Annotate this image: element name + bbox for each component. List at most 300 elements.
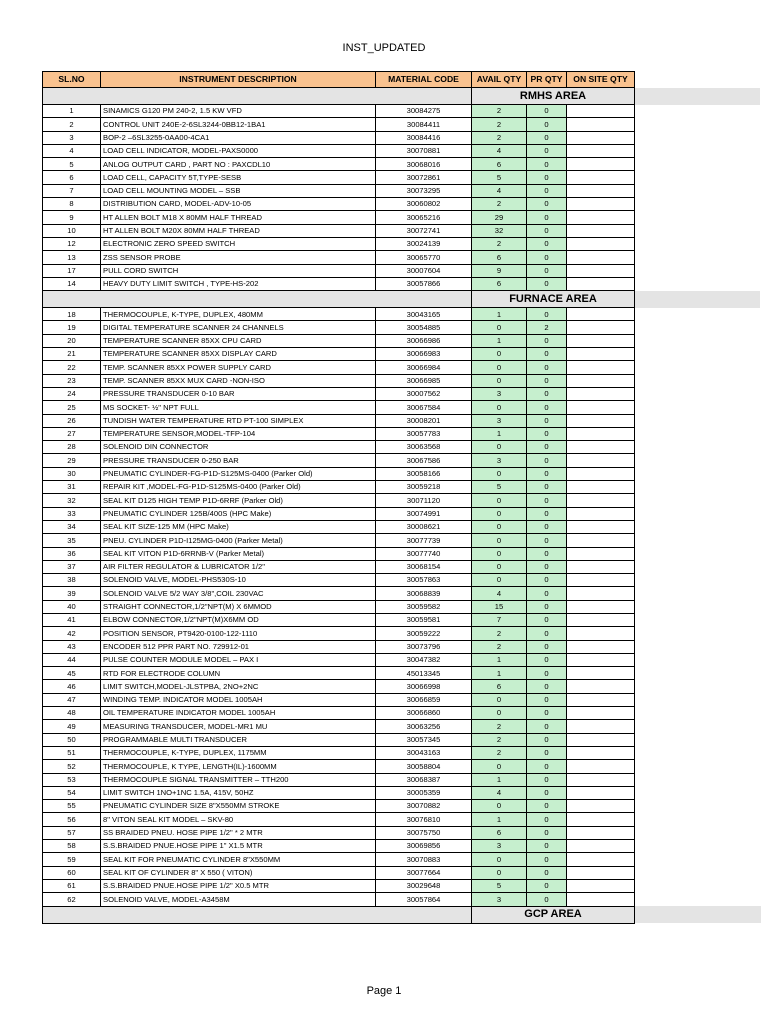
cell-description: PRESSURE TRANSDUCER 0-10 BAR [101, 387, 376, 400]
section-band-extension [635, 88, 761, 105]
cell-avail-qty: 0 [472, 467, 527, 480]
cell-sl-no: 48 [43, 707, 101, 720]
cell-pr-qty: 0 [527, 158, 567, 171]
table-row [43, 105, 761, 118]
cell-material-code: 30068839 [376, 587, 472, 600]
cell-on-site-qty [567, 131, 635, 144]
cell-sl-no: 18 [43, 308, 101, 321]
cell-on-site-qty [567, 760, 635, 773]
cell-on-site-qty [567, 308, 635, 321]
table-row [43, 118, 761, 131]
cell-material-code: 30066985 [376, 374, 472, 387]
table-row [43, 308, 761, 321]
cell-pr-qty: 0 [527, 348, 567, 361]
cell-pr-qty: 0 [527, 746, 567, 759]
cell-description: HT ALLEN BOLT M20X 80MM HALF THREAD [101, 224, 376, 237]
cell-on-site-qty [567, 667, 635, 680]
cell-avail-qty: 0 [472, 853, 527, 866]
cell-pr-qty: 0 [527, 441, 567, 454]
cell-pr-qty: 0 [527, 879, 567, 892]
row-spacer [635, 693, 761, 706]
table-row [43, 158, 761, 171]
row-spacer [635, 893, 761, 906]
cell-material-code: 30067586 [376, 454, 472, 467]
row-spacer [635, 534, 761, 547]
cell-description: TEMP. SCANNER 85XX POWER SUPPLY CARD [101, 361, 376, 374]
cell-pr-qty: 0 [527, 467, 567, 480]
table-row [43, 277, 761, 290]
cell-sl-no: 47 [43, 693, 101, 706]
row-spacer [635, 131, 761, 144]
cell-material-code: 30024139 [376, 237, 472, 250]
cell-sl-no: 52 [43, 760, 101, 773]
cell-on-site-qty [567, 348, 635, 361]
cell-material-code: 30084275 [376, 105, 472, 118]
cell-description: TEMPERATURE SCANNER 85XX CPU CARD [101, 334, 376, 347]
cell-on-site-qty [567, 481, 635, 494]
cell-on-site-qty [567, 800, 635, 813]
cell-avail-qty: 6 [472, 158, 527, 171]
cell-material-code: 30059582 [376, 600, 472, 613]
cell-pr-qty: 0 [527, 680, 567, 693]
cell-sl-no: 17 [43, 264, 101, 277]
cell-avail-qty: 2 [472, 746, 527, 759]
cell-description: MEASURING TRANSDUCER, MODEL-MR1 MU [101, 720, 376, 733]
cell-description: LOAD CELL INDICATOR, MODEL-PAXS0000 [101, 144, 376, 157]
cell-material-code: 30066986 [376, 334, 472, 347]
cell-avail-qty: 5 [472, 171, 527, 184]
cell-pr-qty: 0 [527, 374, 567, 387]
cell-avail-qty: 3 [472, 414, 527, 427]
cell-material-code: 30057864 [376, 893, 472, 906]
cell-description: PULL CORD SWITCH [101, 264, 376, 277]
cell-on-site-qty [567, 693, 635, 706]
cell-sl-no: 4 [43, 144, 101, 157]
table-row [43, 211, 761, 224]
table-row [43, 237, 761, 250]
cell-avail-qty: 0 [472, 574, 527, 587]
table-row [43, 560, 761, 573]
cell-on-site-qty [567, 746, 635, 759]
inventory-table [42, 71, 761, 924]
cell-description: PRESSURE TRANSDUCER 0-250 BAR [101, 454, 376, 467]
row-spacer [635, 105, 761, 118]
row-spacer [635, 800, 761, 813]
cell-avail-qty: 0 [472, 520, 527, 533]
cell-material-code: 30077739 [376, 534, 472, 547]
cell-material-code: 30072741 [376, 224, 472, 237]
cell-on-site-qty [567, 387, 635, 400]
cell-sl-no: 31 [43, 481, 101, 494]
cell-pr-qty: 0 [527, 693, 567, 706]
cell-material-code: 30047382 [376, 653, 472, 666]
cell-pr-qty: 0 [527, 547, 567, 560]
cell-avail-qty: 1 [472, 308, 527, 321]
cell-description: SINAMICS G120 PM 240-2, 1.5 KW VFD [101, 105, 376, 118]
cell-material-code: 30077664 [376, 866, 472, 879]
cell-avail-qty: 4 [472, 786, 527, 799]
table-row [43, 131, 761, 144]
cell-material-code: 30065216 [376, 211, 472, 224]
cell-pr-qty: 0 [527, 853, 567, 866]
cell-on-site-qty [567, 224, 635, 237]
cell-pr-qty: 0 [527, 720, 567, 733]
cell-material-code: 30067584 [376, 401, 472, 414]
cell-on-site-qty [567, 454, 635, 467]
cell-sl-no: 54 [43, 786, 101, 799]
table-row [43, 251, 761, 264]
cell-avail-qty: 0 [472, 760, 527, 773]
table-row [43, 547, 761, 560]
cell-pr-qty: 0 [527, 520, 567, 533]
cell-avail-qty: 9 [472, 264, 527, 277]
cell-pr-qty: 0 [527, 184, 567, 197]
cell-sl-no: 56 [43, 813, 101, 826]
cell-material-code: 30066984 [376, 361, 472, 374]
cell-sl-no: 41 [43, 613, 101, 626]
table-row [43, 264, 761, 277]
section-row [43, 88, 761, 105]
section-title: RMHS AREA [472, 88, 635, 105]
cell-description: SEAL KIT VITON P1D-6RRNB-V (Parker Metal) [101, 547, 376, 560]
cell-on-site-qty [567, 866, 635, 879]
row-spacer [635, 158, 761, 171]
cell-avail-qty: 1 [472, 653, 527, 666]
cell-pr-qty: 0 [527, 760, 567, 773]
cell-pr-qty: 0 [527, 131, 567, 144]
table-row [43, 198, 761, 211]
cell-sl-no: 40 [43, 600, 101, 613]
cell-sl-no: 22 [43, 361, 101, 374]
cell-avail-qty: 4 [472, 587, 527, 600]
table-row [43, 667, 761, 680]
cell-avail-qty: 2 [472, 627, 527, 640]
cell-sl-no: 59 [43, 853, 101, 866]
cell-avail-qty: 7 [472, 613, 527, 626]
table-row [43, 467, 761, 480]
cell-sl-no: 44 [43, 653, 101, 666]
cell-material-code: 30076810 [376, 813, 472, 826]
cell-material-code: 30073796 [376, 640, 472, 653]
cell-pr-qty: 0 [527, 237, 567, 250]
cell-material-code: 30066860 [376, 707, 472, 720]
cell-description: SEAL KIT FOR PNEUMATIC CYLINDER 8"X550MM [101, 853, 376, 866]
cell-avail-qty: 15 [472, 600, 527, 613]
header-spacer [635, 72, 761, 88]
table-row [43, 507, 761, 520]
table-row [43, 224, 761, 237]
cell-sl-no: 24 [43, 387, 101, 400]
cell-pr-qty: 0 [527, 401, 567, 414]
cell-avail-qty: 2 [472, 105, 527, 118]
cell-pr-qty: 0 [527, 587, 567, 600]
row-spacer [635, 587, 761, 600]
table-row [43, 494, 761, 507]
cell-sl-no: 35 [43, 534, 101, 547]
cell-avail-qty: 6 [472, 826, 527, 839]
table-row [43, 800, 761, 813]
cell-pr-qty: 0 [527, 826, 567, 839]
cell-avail-qty: 1 [472, 773, 527, 786]
cell-avail-qty: 6 [472, 680, 527, 693]
row-spacer [635, 826, 761, 839]
cell-avail-qty: 0 [472, 547, 527, 560]
cell-sl-no: 33 [43, 507, 101, 520]
section-title: FURNACE AREA [472, 291, 635, 308]
table-row [43, 361, 761, 374]
cell-on-site-qty [567, 184, 635, 197]
cell-on-site-qty [567, 361, 635, 374]
row-spacer [635, 733, 761, 746]
header-sl-no: SL.NO [43, 72, 101, 88]
cell-avail-qty: 0 [472, 441, 527, 454]
cell-on-site-qty [567, 401, 635, 414]
cell-description: ZSS SENSOR PROBE [101, 251, 376, 264]
cell-material-code: 30068016 [376, 158, 472, 171]
row-spacer [635, 224, 761, 237]
cell-on-site-qty [567, 171, 635, 184]
table-body [43, 88, 761, 924]
row-spacer [635, 773, 761, 786]
cell-description: SOLENOID VALVE, MODEL-A3458M [101, 893, 376, 906]
cell-avail-qty: 2 [472, 118, 527, 131]
cell-sl-no: 2 [43, 118, 101, 131]
cell-sl-no: 57 [43, 826, 101, 839]
table-row [43, 334, 761, 347]
cell-sl-no: 1 [43, 105, 101, 118]
cell-avail-qty: 2 [472, 131, 527, 144]
cell-sl-no: 58 [43, 840, 101, 853]
cell-pr-qty: 0 [527, 224, 567, 237]
cell-pr-qty: 0 [527, 427, 567, 440]
cell-pr-qty: 0 [527, 560, 567, 573]
cell-avail-qty: 1 [472, 667, 527, 680]
table-row [43, 481, 761, 494]
cell-material-code: 30007562 [376, 387, 472, 400]
cell-sl-no: 20 [43, 334, 101, 347]
row-spacer [635, 308, 761, 321]
table-row [43, 574, 761, 587]
cell-material-code: 30068154 [376, 560, 472, 573]
row-spacer [635, 680, 761, 693]
cell-material-code: 30059218 [376, 481, 472, 494]
section-band-extension [635, 291, 761, 308]
cell-pr-qty: 0 [527, 600, 567, 613]
cell-avail-qty: 0 [472, 494, 527, 507]
cell-sl-no: 25 [43, 401, 101, 414]
cell-on-site-qty [567, 879, 635, 892]
cell-material-code: 30029648 [376, 879, 472, 892]
cell-avail-qty: 5 [472, 481, 527, 494]
cell-material-code: 30054885 [376, 321, 472, 334]
cell-sl-no: 45 [43, 667, 101, 680]
cell-sl-no: 36 [43, 547, 101, 560]
cell-on-site-qty [567, 441, 635, 454]
cell-on-site-qty [567, 574, 635, 587]
row-spacer [635, 334, 761, 347]
row-spacer [635, 879, 761, 892]
row-spacer [635, 251, 761, 264]
cell-description: POSITION SENSOR, PT9420-0100-122-1110 [101, 627, 376, 640]
cell-sl-no: 46 [43, 680, 101, 693]
cell-description: PNEUMATIC CYLINDER-FG-P1D-S125MS-0400 (Parker Old) [101, 467, 376, 480]
cell-sl-no: 38 [43, 574, 101, 587]
cell-sl-no: 60 [43, 866, 101, 879]
cell-description: PNEUMATIC CYLINDER 125B/400S (HPC Make) [101, 507, 376, 520]
cell-on-site-qty [567, 118, 635, 131]
cell-description: ENCODER 512 PPR PART NO. 729912-01 [101, 640, 376, 653]
table-row [43, 534, 761, 547]
cell-material-code: 30074991 [376, 507, 472, 520]
cell-description: ANLOG OUTPUT CARD , PART NO : PAXCDL10 [101, 158, 376, 171]
cell-sl-no: 28 [43, 441, 101, 454]
cell-material-code: 30058804 [376, 760, 472, 773]
cell-avail-qty: 3 [472, 840, 527, 853]
cell-avail-qty: 0 [472, 401, 527, 414]
section-title: GCP AREA [472, 906, 635, 923]
cell-on-site-qty [567, 587, 635, 600]
cell-on-site-qty [567, 560, 635, 573]
cell-sl-no: 23 [43, 374, 101, 387]
cell-description: THERMOCOUPLE, K TYPE, LENGTH(IL)-1600MM [101, 760, 376, 773]
row-spacer [635, 361, 761, 374]
table-row [43, 786, 761, 799]
cell-description: REPAIR KIT ,MODEL-FG-P1D-S125MS-0400 (Parker Old) [101, 481, 376, 494]
cell-material-code: 30072861 [376, 171, 472, 184]
row-spacer [635, 441, 761, 454]
cell-avail-qty: 32 [472, 224, 527, 237]
cell-sl-no: 61 [43, 879, 101, 892]
cell-sl-no: 14 [43, 277, 101, 290]
cell-sl-no: 30 [43, 467, 101, 480]
cell-sl-no: 26 [43, 414, 101, 427]
cell-sl-no: 34 [43, 520, 101, 533]
cell-description: ELECTRONIC ZERO SPEED SWITCH [101, 237, 376, 250]
cell-sl-no: 42 [43, 627, 101, 640]
section-spacer [43, 88, 472, 105]
cell-avail-qty: 2 [472, 198, 527, 211]
table-row [43, 348, 761, 361]
cell-sl-no: 53 [43, 773, 101, 786]
row-spacer [635, 667, 761, 680]
row-spacer [635, 640, 761, 653]
row-spacer [635, 348, 761, 361]
header-instrument-description: INSTRUMENT DESCRIPTION [101, 72, 376, 88]
cell-material-code: 30065770 [376, 251, 472, 264]
cell-pr-qty: 0 [527, 653, 567, 666]
cell-pr-qty: 0 [527, 118, 567, 131]
cell-on-site-qty [567, 627, 635, 640]
cell-avail-qty: 4 [472, 184, 527, 197]
cell-description: S.S.BRAIDED PNUE.HOSE PIPE 1" X1.5 MTR [101, 840, 376, 853]
row-spacer [635, 547, 761, 560]
cell-description: PULSE COUNTER MODULE MODEL – PAX I [101, 653, 376, 666]
cell-description: TEMP. SCANNER 85XX MUX CARD -NON-ISO [101, 374, 376, 387]
cell-avail-qty: 6 [472, 251, 527, 264]
cell-pr-qty: 0 [527, 198, 567, 211]
cell-avail-qty: 4 [472, 144, 527, 157]
cell-pr-qty: 2 [527, 321, 567, 334]
cell-material-code: 30070881 [376, 144, 472, 157]
section-row [43, 291, 761, 308]
row-spacer [635, 746, 761, 759]
table-row [43, 707, 761, 720]
cell-avail-qty: 0 [472, 560, 527, 573]
cell-avail-qty: 2 [472, 237, 527, 250]
cell-pr-qty: 0 [527, 361, 567, 374]
cell-description: DISTRIBUTION CARD, MODEL-ADV-10-05 [101, 198, 376, 211]
row-spacer [635, 387, 761, 400]
row-spacer [635, 866, 761, 879]
cell-on-site-qty [567, 893, 635, 906]
cell-avail-qty: 5 [472, 879, 527, 892]
cell-on-site-qty [567, 427, 635, 440]
cell-pr-qty: 0 [527, 494, 567, 507]
cell-description: 8" VITON SEAL KIT MODEL – SKV-80 [101, 813, 376, 826]
table-row [43, 733, 761, 746]
row-spacer [635, 144, 761, 157]
cell-avail-qty: 3 [472, 893, 527, 906]
cell-avail-qty: 0 [472, 800, 527, 813]
cell-on-site-qty [567, 813, 635, 826]
row-spacer [635, 813, 761, 826]
cell-pr-qty: 0 [527, 640, 567, 653]
cell-avail-qty: 1 [472, 813, 527, 826]
cell-description: PNEUMATIC CYLINDER SIZE 8"X550MM STROKE [101, 800, 376, 813]
cell-pr-qty: 0 [527, 627, 567, 640]
section-row [43, 906, 761, 923]
row-spacer [635, 600, 761, 613]
cell-material-code: 30084411 [376, 118, 472, 131]
cell-material-code: 30008621 [376, 520, 472, 533]
cell-on-site-qty [567, 653, 635, 666]
cell-sl-no: 6 [43, 171, 101, 184]
row-spacer [635, 374, 761, 387]
cell-sl-no: 12 [43, 237, 101, 250]
cell-pr-qty: 0 [527, 840, 567, 853]
cell-on-site-qty [567, 534, 635, 547]
cell-avail-qty: 0 [472, 348, 527, 361]
cell-sl-no: 51 [43, 746, 101, 759]
cell-material-code: 30057866 [376, 277, 472, 290]
cell-on-site-qty [567, 494, 635, 507]
cell-description: CONTROL UNIT 240E-2-6SL3244-0BB12-1BA1 [101, 118, 376, 131]
cell-avail-qty: 2 [472, 720, 527, 733]
table-row [43, 401, 761, 414]
row-spacer [635, 454, 761, 467]
table-row [43, 613, 761, 626]
cell-description: LIMIT SWITCH,MODEL-JLSTPBA, 2NO+2NC [101, 680, 376, 693]
cell-pr-qty: 0 [527, 308, 567, 321]
row-spacer [635, 720, 761, 733]
cell-on-site-qty [567, 720, 635, 733]
header-on-site-qty: ON SITE QTY [567, 72, 635, 88]
cell-pr-qty: 0 [527, 800, 567, 813]
header-pr-qty: PR QTY [527, 72, 567, 88]
cell-material-code: 30059222 [376, 627, 472, 640]
table-row [43, 627, 761, 640]
cell-description: LOAD CELL MOUNTING MODEL – SSB [101, 184, 376, 197]
cell-avail-qty: 0 [472, 707, 527, 720]
cell-description: TEMPERATURE SCANNER 85XX DISPLAY CARD [101, 348, 376, 361]
cell-material-code: 30069856 [376, 840, 472, 853]
row-spacer [635, 171, 761, 184]
row-spacer [635, 118, 761, 131]
cell-avail-qty: 2 [472, 733, 527, 746]
cell-material-code: 30070883 [376, 853, 472, 866]
cell-description: ELBOW CONNECTOR,1/2"NPT(M)X6MM OD [101, 613, 376, 626]
row-spacer [635, 507, 761, 520]
